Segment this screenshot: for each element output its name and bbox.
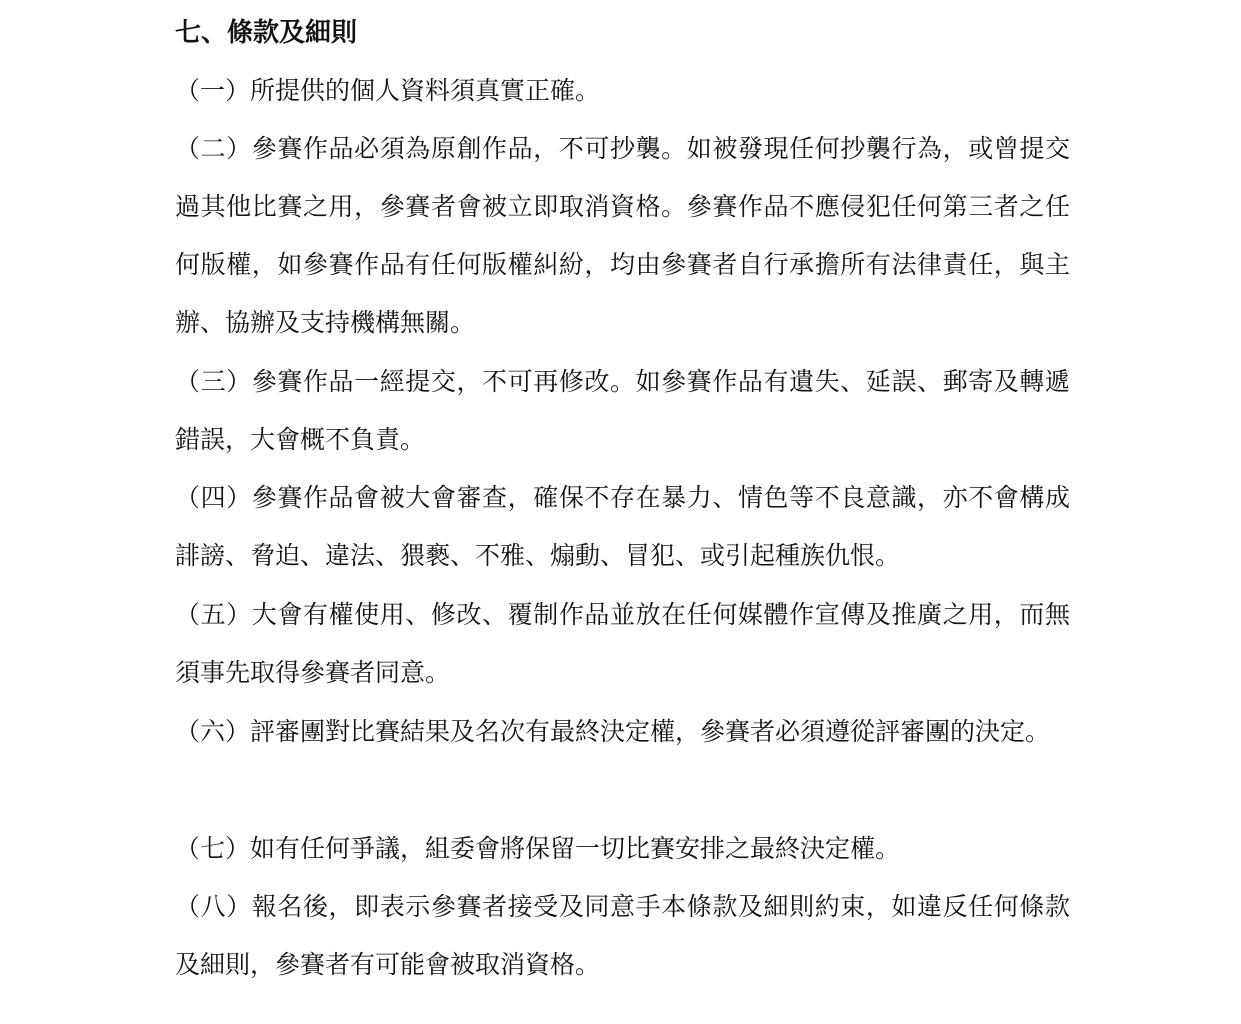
clause-8: （八）報名後，即表示參賽者接受及同意手本條款及細則約束，如違反任何條款及細則，參賽者有可能會被取消資格。 xyxy=(175,892,1070,979)
clause-7: （七）如有任何爭議，組委會將保留一切比賽安排之最終決定權。 xyxy=(175,834,901,863)
clause-5: （五）大會有權使用、修改、覆制作品並放在任何媒體作宣傳及推廣之用，而無須事先取得參賽者同意。 xyxy=(175,600,1070,687)
clause-3: （三）參賽作品一經提交，不可再修改。如參賽作品有遺失、延誤、郵寄及轉遞錯誤，大會概不負責。 xyxy=(175,367,1070,454)
section-heading: 七、條款及細則 xyxy=(175,18,358,48)
clause-1: （一）所提供的個人資料須真實正確。 xyxy=(175,76,601,105)
clause-4: （四）參賽作品會被大會審查，確保不存在暴力、情色等不良意識，亦不會構成誹謗、脅迫、違法、猥褻、不雅、煽動、冒犯、或引起種族仇恨。 xyxy=(175,483,1070,570)
clause-2: （二）參賽作品必須為原創作品，不可抄襲。如被發現任何抄襲行為，或曾提交過其他比賽之用，參賽者會被立即取消資格。參賽作品不應侵犯任何第三者之任何版權，如參賽作品有任何版權糾紛，均由參賽者自行承擔所有法律責任，與主辦、協辦及支持機構無關。 xyxy=(175,134,1070,337)
clause-6: （六）評審團對比賽結果及名次有最終決定權，參賽者必須遵從評審團的決定。 xyxy=(175,717,1051,746)
